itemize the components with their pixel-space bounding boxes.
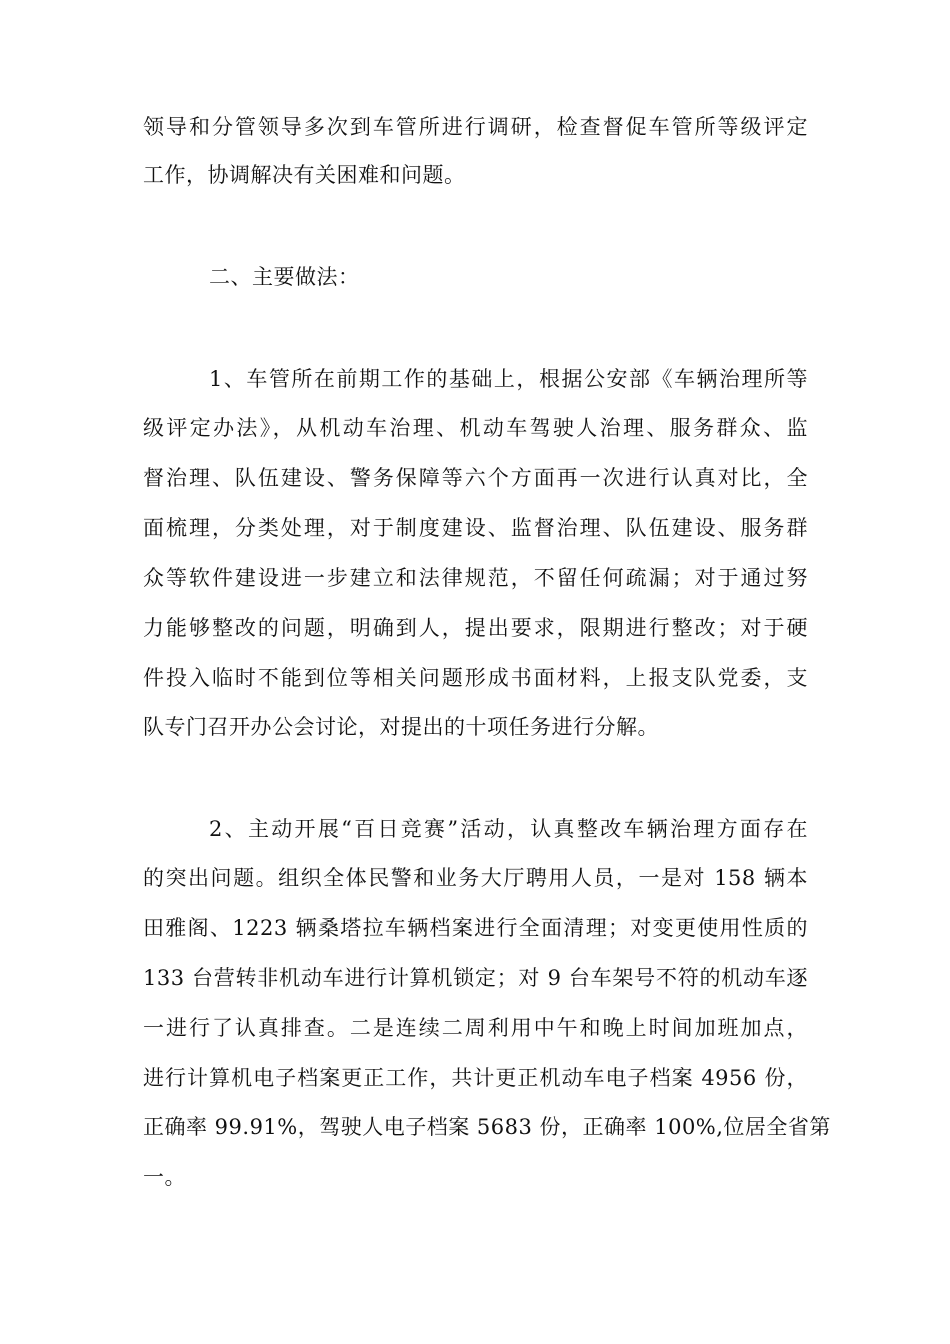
paragraph-line: 133 台营转非机动车进行计算机锁定；对 9 台车架号不符的机动车逐 — [143, 966, 808, 990]
paragraph-line: 的突出问题。组织全体民警和业务大厅聘用人员，一是对 158 辆本 — [143, 866, 808, 890]
paragraph-line: 进行计算机电子档案更正工作，共计更正机动车电子档案 4956 份， — [143, 1066, 808, 1090]
section-heading: 二、主要做法： — [209, 265, 360, 289]
paragraph-line: 一。 — [143, 1165, 186, 1189]
paragraph-line: 工作，协调解决有关困难和问题。 — [143, 163, 466, 187]
paragraph-line: 面梳理，分类处理，对于制度建设、监督治理、队伍建设、服务群 — [143, 516, 808, 540]
paragraph-line: 众等软件建设进一步建立和法律规范，不留任何疏漏；对于通过努 — [143, 566, 808, 590]
paragraph-line: 1、车管所在前期工作的基础上，根据公安部《车辆治理所等 — [209, 367, 808, 391]
paragraph-line: 件投入临时不能到位等相关问题形成书面材料，上报支队党委，支 — [143, 666, 808, 690]
paragraph-line: 级评定办法》，从机动车治理、机动车驾驶人治理、服务群众、监 — [143, 416, 808, 440]
paragraph-line: 正确率 99.91%，驾驶人电子档案 5683 份，正确率 100%,位居全省第 — [143, 1115, 831, 1139]
paragraph-line: 力能够整改的问题，明确到人，提出要求，限期进行整改；对于硬 — [143, 616, 808, 640]
paragraph-line: 督治理、队伍建设、警务保障等六个方面再一次进行认真对比，全 — [143, 466, 808, 490]
paragraph-line: 田雅阁、1223 辆桑塔拉车辆档案进行全面清理；对变更使用性质的 — [143, 916, 808, 940]
paragraph-line: 队专门召开办公会讨论，对提出的十项任务进行分解。 — [143, 715, 659, 739]
paragraph-line: 2、主动开展“百日竞赛”活动，认真整改车辆治理方面存在 — [209, 817, 808, 841]
paragraph-line: 一进行了认真排查。二是连续二周利用中午和晚上时间加班加点， — [143, 1016, 808, 1040]
paragraph-line: 领导和分管领导多次到车管所进行调研，检查督促车管所等级评定 — [143, 115, 808, 139]
